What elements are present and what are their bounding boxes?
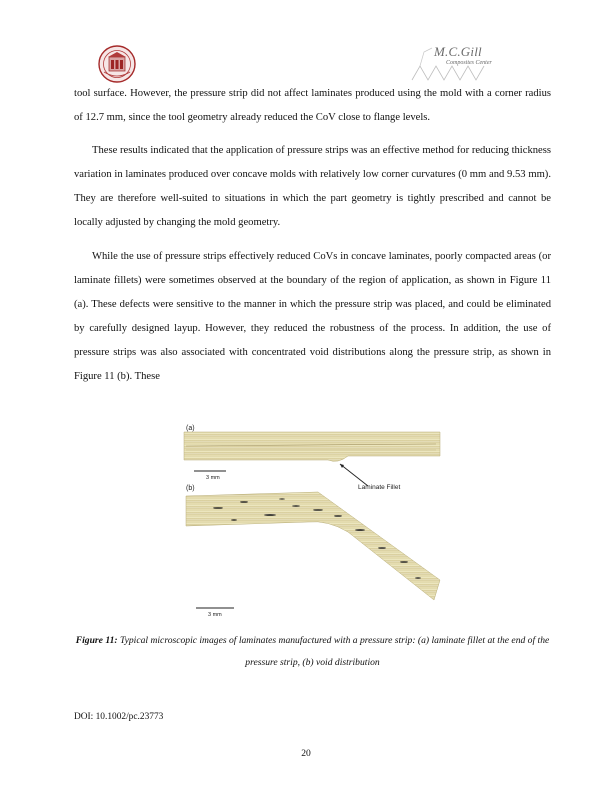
paragraph-1: tool surface. However, the pressure strip did not affect laminates produced using the mold with a corner radius of 12.7 mm, since the tool geometry already reduced the CoV close to flange levels. — [74, 88, 551, 123]
paragraph-3: While the use of pressure strips effectively reduced CoVs in concave laminates, poorly compacted areas (or laminate fillets) were sometimes observed at the boundary of the region of application, as shown in Figure 11 (a). These defects were sensitive to the manner in which the pressure strip was placed, and could be eliminated by carefully designed layup. However, they reduced the robustness of the process. In addition, the use of pressure strips was also associated with concentrated void distributions along the pressure strip, as shown in Figure 11 (b). These — [74, 251, 551, 382]
panel-a-label: (a) — [186, 425, 195, 432]
caption-label: Figure 11: — [75, 635, 118, 646]
logo-title: M.C.Gill — [434, 44, 482, 59]
scale-a-text: 3 mm — [206, 475, 220, 481]
paragraph-2: These results indicated that the application of pressure strips was an effective method for reducing thickness variation in laminates produced over concave molds with relatively low corner curvatures (0 mm and 9.53 mm). They are therefore well-suited to situations in which the part geometry is tightly prescribed and cannot be locally adjusted by changing the mold geometry. — [74, 145, 551, 228]
doi-footer: DOI: 10.1002/pc.23773 — [74, 712, 164, 722]
fillet-arrow — [340, 464, 368, 486]
panel-a-laminate — [184, 432, 440, 461]
panel-b-label: (b) — [186, 485, 195, 492]
logo-subtitle: Composites Center — [446, 60, 492, 66]
usc-seal-logo — [96, 44, 138, 84]
mc-gill-composites-logo — [410, 40, 506, 86]
scale-b-text: 3 mm — [208, 612, 222, 618]
page-number: 20 — [301, 748, 311, 759]
figure-caption — [74, 630, 551, 674]
figure-11-micrographs — [178, 420, 448, 620]
caption-text: Typical microscopic images of laminates manufactured with a pressure strip: (a) laminate fillet at the end of the pressure strip, (b) void distribution — [120, 635, 550, 668]
fillet-label: Laminate Fillet — [358, 484, 401, 491]
panel-b-laminate — [186, 492, 440, 600]
